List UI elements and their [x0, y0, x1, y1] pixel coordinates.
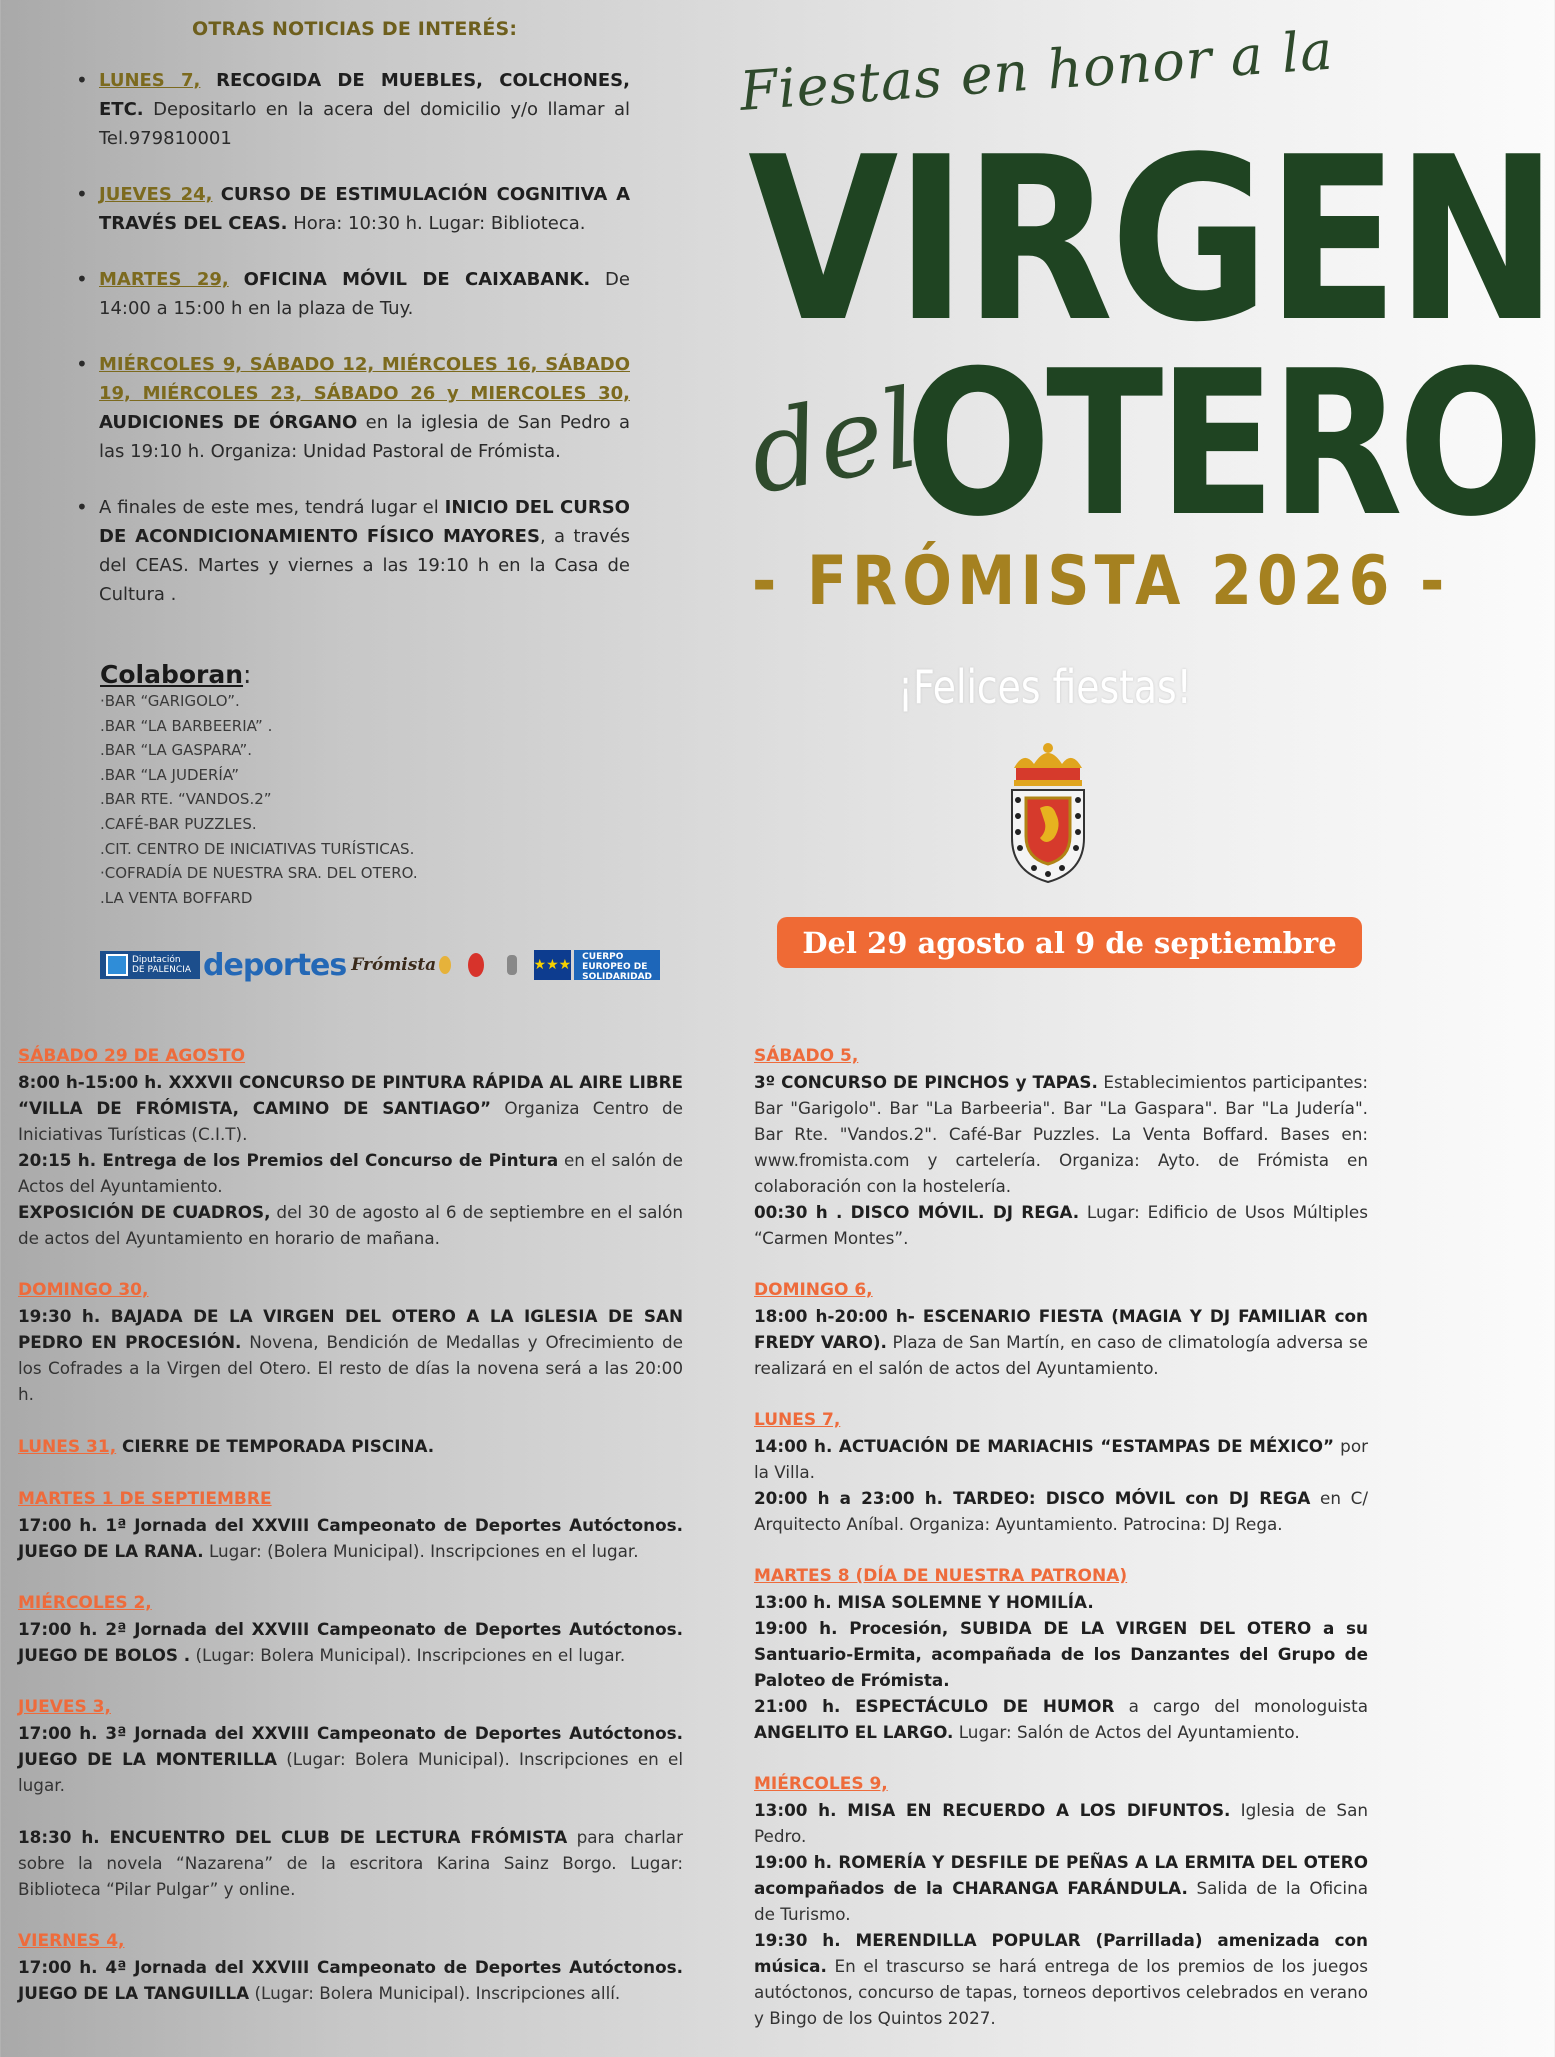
event: 13:00 h. MISA EN RECUERDO A LOS DIFUNTOS. Iglesia de San Pedro. [754, 1800, 1369, 1846]
program-day [18, 1928, 683, 2006]
day-heading: SÁBADO 29 DE AGOSTO [18, 1046, 246, 1066]
eu-flag-icon: ★★★ [534, 950, 572, 980]
collaborator-item: .BAR “LA BARBEERIA” . [100, 716, 273, 735]
day-heading: DOMINGO 30, [18, 1280, 149, 1300]
program-day [18, 1694, 683, 1902]
news-item: • LUNES 7, RECOGIDA DE MUEBLES, COLCHONES, ETC. Depositarlo en la acera del domicilio y/o llamar al Tel.979810001 [70, 66, 630, 153]
date-range-banner: Del 29 agosto al 9 de septiembre [777, 917, 1362, 968]
news-item: • MARTES 29, OFICINA MÓVIL DE CAIXABANK. De 14:00 a 15:00 h en la plaza de Tuy. [70, 265, 630, 323]
title-script-line: Fiestas en honor a la [737, 18, 1336, 123]
title-otero: OTERO [905, 328, 1539, 561]
collaborator-item: ·COFRADÍA DE NUESTRA SRA. DEL OTERO. [100, 864, 418, 883]
collaborator-item: ·BAR “GARIGOLO”. [100, 692, 240, 710]
event: CIERRE DE TEMPORADA PISCINA. [116, 1436, 435, 1456]
event: 19:30 h. BAJADA DE LA VIRGEN DEL OTERO A LA IGLESIA DE SAN PEDRO EN PROCESIÓN. Novena, Bendición de Medallas y Ofrecimiento de los Cofrades a la Virgen del Otero. El resto de días la novena será a las 20:00 h. [18, 1306, 683, 1404]
crown-icon [1014, 743, 1082, 786]
event: 21:00 h. ESPECTÁCULO DE HUMOR a cargo del monologuista ANGELITO EL LARGO. Lugar: Salón de Actos del Ayuntamiento. [754, 1696, 1369, 1742]
event: 14:00 h. ACTUACIÓN DE MARIACHIS “ESTAMPAS DE MÉXICO” por la Villa. [754, 1436, 1368, 1482]
collaborators-heading-row: Colaboran: [100, 660, 252, 689]
program-day [18, 1043, 683, 1251]
collaborators-section [100, 660, 520, 910]
program-day [754, 1407, 1368, 1537]
program-left-column [18, 1043, 683, 2032]
emblem-icon [439, 956, 451, 974]
event: 00:30 h . DISCO MÓVIL. DJ REGA. Lugar: Edificio de Usos Múltiples “Carmen Montes”. [754, 1202, 1368, 1248]
cross-emblem-icon [468, 953, 484, 977]
collaborator-item: .BAR RTE. “VANDOS.2” [100, 790, 272, 809]
collaborator-item: .CIT. CENTRO DE INICIATIVAS TURÍSTICAS. [100, 839, 415, 858]
event: 18:30 h. ENCUENTRO DEL CLUB DE LECTURA FRÓMISTA para charlar sobre la novela “Nazarena” de la escritora Karina Sainz Borgo. Lugar: Biblioteca “Pilar Pulgar” y online. [18, 1827, 683, 1899]
event: 17:00 h. 2ª Jornada del XXVIII Campeonato de Deportes Autóctonos. JUEGO DE BOLOS . (Lugar: Bolera Municipal). Inscripciones en el lugar. [18, 1619, 683, 1665]
day-heading: MIÉRCOLES 9, [754, 1774, 888, 1794]
other-news-section [70, 18, 630, 636]
event: 18:00 h-20:00 h- ESCENARIO FIESTA (MAGIA Y DJ FAMILIAR con FREDY VARO). Plaza de San Martín, en caso de climatología adversa se realizará en el salón de actos del Ayuntamiento. [754, 1306, 1368, 1378]
news-item: • MIÉRCOLES 9, SÁBADO 12, MIÉRCOLES 16, SÁBADO 19, MIÉRCOLES 23, SÁBADO 26 y MIERCOLES 30, AUDICIONES DE ÓRGANO en la iglesia de San Pedro a las 19:10 h. Organiza: Unidad Pastoral de Frómista. [70, 350, 630, 466]
program-day [18, 1590, 683, 1668]
title-town-year: - FRÓMISTA 2026 - [752, 542, 1450, 621]
program-day [754, 1563, 1368, 1745]
event: 19:00 h. ROMERÍA Y DESFILE DE PEÑAS A LA ERMITA DEL OTERO acompañados de la CHARANGA FARÁNDULA. Salida de la Oficina de Turismo. [754, 1852, 1368, 1924]
event: 8:00 h-15:00 h. XXXVII CONCURSO DE PINTURA RÁPIDA AL AIRE LIBRE “VILLA DE FRÓMISTA, CAMINO DE SANTIAGO” Organiza Centro de Iniciativas Turísticas (C.I.T). [18, 1072, 683, 1144]
collaborators-heading: Colaboran [100, 660, 244, 689]
event: 19:00 h. Procesión, SUBIDA DE LA VIRGEN DEL OTERO a su Santuario-Ermita, acompañada de los Danzantes del Grupo de Paloteo de Frómista. [754, 1618, 1368, 1690]
cuerpo-europeo-logo: CUERPO EUROPEO DE SOLIDARIDAD [574, 950, 660, 980]
fromista-logo: Frómista [351, 955, 437, 975]
program-day [18, 1433, 683, 1460]
greeting: ¡Felices fiestas! [898, 660, 1192, 714]
program-day [754, 1277, 1368, 1381]
event: EXPOSICIÓN DE CUADROS, del 30 de agosto al 6 de septiembre en el salón de actos del Ayuntamiento en horario de mañana. [18, 1202, 683, 1248]
news-item: • JUEVES 24, CURSO DE ESTIMULACIÓN COGNITIVA A TRAVÉS DEL CEAS. Hora: 10:30 h. Lugar: Biblioteca. [70, 180, 630, 238]
event: 17:00 h. 3ª Jornada del XXVIII Campeonato de Deportes Autóctonos. JUEGO DE LA MONTERILLA (Lugar: Bolera Municipal). Inscripciones en el lugar. [18, 1723, 683, 1795]
title-del: del [740, 366, 928, 519]
event: 17:00 h. 1ª Jornada del XXVIII Campeonato de Deportes Autóctonos. JUEGO DE LA RANA. Lugar: (Bolera Municipal). Inscripciones en el lugar. [18, 1515, 683, 1561]
event: 19:30 h. MERENDILLA POPULAR (Parrillada) amenizada con música. En el trascurso se hará entrega de los premios de los juegos autóctonos, concurso de tapas, torneos deportivos celebrados en verano y Bingo de los Quintos 2027. [754, 1930, 1368, 2028]
day-heading: MARTES 1 DE SEPTIEMBRE [18, 1489, 272, 1509]
event: 17:00 h. 4ª Jornada del XXVIII Campeonato de Deportes Autóctonos. JUEGO DE LA TANGUILLA (Lugar: Bolera Municipal). Inscripciones allí. [18, 1957, 683, 2003]
day-heading: VIERNES 4, [18, 1931, 125, 1951]
news-list [70, 66, 630, 609]
event: 20:15 h. Entrega de los Premios del Concurso de Pintura en el salón de Actos del Ayuntamiento. [18, 1150, 683, 1196]
event: 13:00 h. MISA SOLEMNE Y HOMILÍA. [754, 1592, 1094, 1612]
coat-of-arms-icon [1004, 742, 1092, 884]
event: 3º CONCURSO DE PINCHOS y TAPAS. Establecimientos participantes: Bar "Garigolo". Bar "La Barbeeria". Bar "La Gaspara". Bar "La Judería". Bar Rte. "Vandos.2". Café-Bar Puzzles. La Venta Boffard. Bases en: www.fromista.com y cartelería. Organiza: Ayto. de Frómista en colaboración con la hostelería. [754, 1072, 1368, 1196]
day-heading: JUEVES 3, [18, 1697, 111, 1717]
day-heading: SÁBADO 5, [754, 1046, 859, 1066]
day-heading: MARTES 8 (DÍA DE NUESTRA PATRONA) [754, 1566, 1128, 1586]
collaborator-item: .BAR “LA JUDERÍA” [100, 765, 240, 784]
collaborator-item: .BAR “LA GASPARA”. [100, 741, 253, 760]
other-news-heading: OTRAS NOTICIAS DE INTERÉS: [192, 18, 518, 40]
event: 20:00 h a 23:00 h. TARDEO: DISCO MÓVIL con DJ REGA en C/ Arquitecto Aníbal. Organiza: Ayuntamiento. Patrocina: DJ Rega. [754, 1488, 1369, 1534]
diputacion-logo: Diputación DE PALENCIA [100, 951, 200, 979]
title-virgen: VIRGEN [748, 109, 1555, 372]
news-item: • A finales de este mes, tendrá lugar el INICIO DEL CURSO DE ACONDICIONAMIENTO FÍSICO MAYORES, a través del CEAS. Martes y viernes a las 19:10 h en la Casa de Cultura . [70, 493, 630, 609]
crest-small-icon [507, 955, 516, 975]
program-day [754, 1043, 1368, 1251]
program-right-column [754, 1043, 1368, 2057]
program-day [18, 1486, 683, 1564]
collaborator-item: .LA VENTA BOFFARD [100, 888, 253, 907]
program-day [754, 1771, 1368, 2031]
program-day [18, 1277, 683, 1407]
festival-title [700, 18, 1555, 640]
day-heading: MIÉRCOLES 2, [18, 1593, 152, 1613]
collaborator-item: .CAFÉ-BAR PUZZLES. [100, 814, 257, 833]
day-heading: LUNES 7, [754, 1410, 841, 1430]
deportes-logo: deportes [203, 947, 347, 983]
day-heading: DOMINGO 6, [754, 1280, 873, 1300]
sponsor-logos [100, 948, 660, 982]
day-heading: LUNES 31, [18, 1437, 117, 1457]
